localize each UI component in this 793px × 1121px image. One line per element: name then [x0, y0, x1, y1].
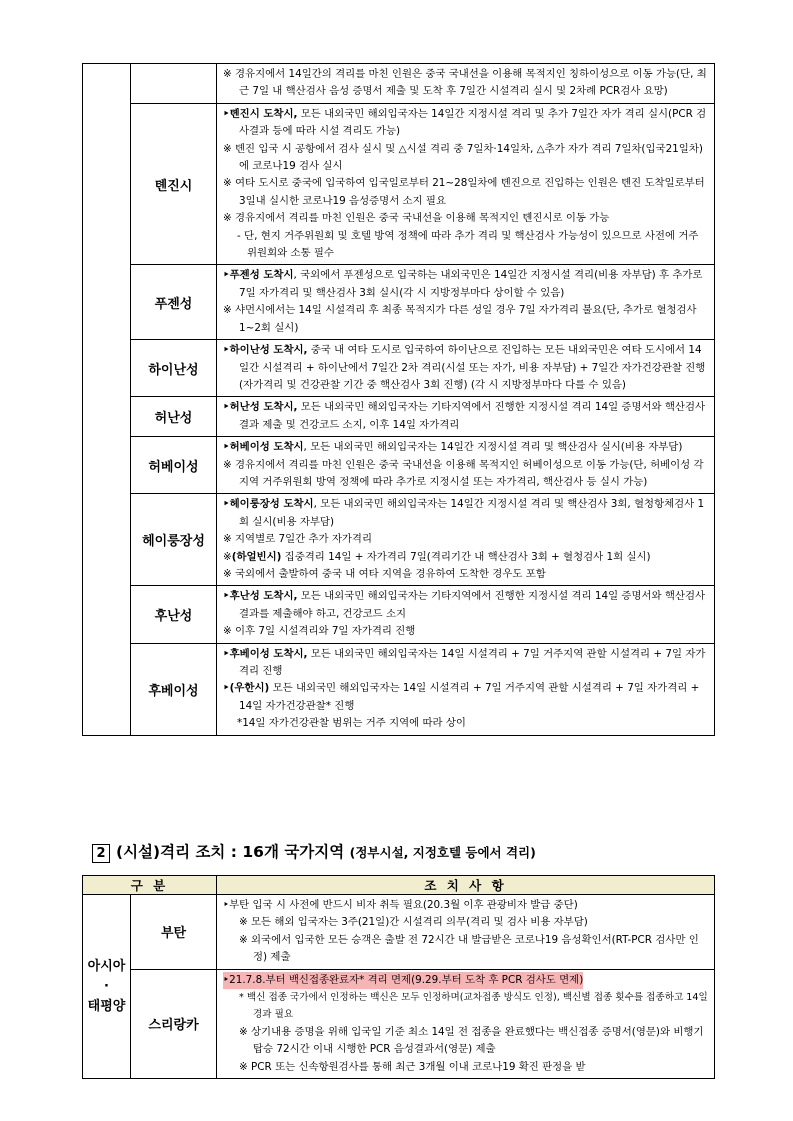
- table-row: [83, 397, 715, 437]
- measure-cell: [217, 397, 715, 437]
- bold-lead: ‣톈진시 도착시,: [223, 107, 298, 120]
- content-line: ※ 경유지에서 격리를 마친 인원은 중국 국내선을 이용해 목적지인 허베이성으로 이동 가능(단, 허베이성 각 지역 거주위원회 방역 정책에 따라 추가로 지정시설 또는 자가격리, 핵산검사 등 실시 가능): [223, 458, 704, 488]
- content-line: ※ 샤먼시에서는 14일 시설격리 후 최종 목적지가 다른 성일 경우 7일 자가격리 불요(단, 추가로 혈청검사 1~2회 실시): [223, 304, 697, 334]
- table-row: [83, 969, 715, 1078]
- table-header-row: [83, 876, 715, 895]
- bold-lead: ‣후베이성 도착시,: [223, 647, 308, 660]
- content-line: ‣톈진시 도착시, 모든 내외국민 해외입국자는 14일간 지정시설 격리 및 추가 7일간 자가 격리 실시(PCR 검사결과 등에 따라 시설 격리도 가능): [223, 107, 707, 138]
- region-cell: 허난성: [131, 397, 217, 437]
- content-line: ※ 국외에서 출발하여 중국 내 여타 지역을 경유하여 도착한 경우도 포함: [223, 567, 546, 580]
- table-row: [83, 437, 715, 494]
- region-cell: 허베이성: [131, 437, 217, 494]
- content-line: ※ 경유지에서 격리를 마친 인원은 중국 국내선을 이용해 목적지인 톈진시로 이동 가능: [223, 212, 610, 225]
- content-line: ‣허베이성 도착시, 모든 내외국민 해외입국자는 14일간 지정시설 격리 및 핵산검사 실시(비용 자부담): [223, 441, 683, 454]
- content-line: ‣헤이룽장성 도착시, 모든 내외국민 해외입국자는 14일간 지정시설 격리 및 핵산검사 3회, 혈청항체검사 1회 실시(비용 자부담): [223, 498, 705, 528]
- section-title: [92, 840, 536, 863]
- content-line: ※ 경유지에서 14일간의 격리를 마친 인원은 중국 국내선을 이용해 목적지인 칭하이성으로 이동 가능(단, 최근 7일 내 핵산검사 음성 증명서 제출 및 도착 후 7일간 시설격리 실시 및 2차례 PCR검사 요망): [223, 68, 707, 98]
- measure-cell: [217, 586, 715, 643]
- content-line: ※(하얼빈시) 집중격리 14일 + 자가격리 7일(격리기간 내 핵산검사 3회 + 혈청검사 1회 실시): [223, 550, 651, 563]
- region-cell: 푸젠성: [131, 265, 217, 340]
- measure-cell: [217, 437, 715, 494]
- content-line: ‣허난성 도착시, 모든 내외국민 해외입국자는 기타지역에서 진행한 지정시설 격리 14일 증명서와 핵산검사 결과 제출 및 건강코드 소지, 이후 14일 자가격리: [223, 401, 706, 431]
- bold-lead: ‣후난성 도착시,: [223, 590, 298, 603]
- content-line: ※ PCR 또는 신속항원검사를 통해 최근 3개월 이내 코로나19 확진 판정을 받: [239, 1060, 586, 1073]
- group-cell: [83, 895, 131, 1079]
- region-cell: 스리랑카: [131, 969, 217, 1078]
- table-row: [83, 494, 715, 586]
- content-line: ※ 지역별로 7일간 추가 자가격리: [223, 533, 372, 546]
- table-row: [83, 64, 715, 104]
- group-label-line: ·: [104, 978, 109, 994]
- content-line: ‣후난성 도착시, 모든 내외국민 해외입국자는 기타지역에서 진행한 지정시설 격리 14일 증명서와 핵산검사 결과를 제출해야 하고, 건강코드 소지: [223, 590, 706, 620]
- bold-lead: ‣허베이성 도착시: [223, 441, 304, 454]
- content-line: ※ 여타 도시로 중국에 입국하여 입국일로부터 21~28일차에 톈진으로 진입하는 인원은 톈진 도착일로부터 3일내 실시한 코로나19 음성증명서 소지 필요: [223, 177, 705, 207]
- region-cell: 헤이룽장성: [131, 494, 217, 586]
- measure-cell: [217, 494, 715, 586]
- region-cell: 후베이성: [131, 643, 217, 735]
- section-title-main: (시설)격리 조치 : 16개 국가지역: [116, 843, 345, 861]
- group-label-line: 태평양: [87, 998, 126, 1014]
- measure-cell: [217, 64, 715, 104]
- table-row: [83, 895, 715, 970]
- table-row: [83, 103, 715, 265]
- section-title-note: (정부시설, 지정호텔 등에서 격리): [349, 845, 536, 860]
- bold-lead: (하얼빈시): [231, 550, 282, 563]
- region-cell: 톈진시: [131, 103, 217, 265]
- content-line: ‣푸젠성 도착시, 국외에서 푸젠성으로 입국하는 내외국민은 14일간 지정시설 격리(비용 자부담) 후 추가로 7일 자가격리 및 핵산검사 3회 실시(각 시 지방정부마다 상이할 수 있음): [223, 269, 703, 299]
- region-cell: [131, 64, 217, 104]
- table-row: [83, 340, 715, 397]
- header-measures: 조 치 사 항: [217, 876, 715, 895]
- header-category: 구 분: [83, 876, 217, 895]
- bold-lead: ‣허난성 도착시,: [223, 401, 298, 414]
- measure-cell: [217, 340, 715, 397]
- content-line: ※ 모든 해외 입국자는 3주(21일)간 시설격리 의무(격리 및 검사 비용 자부담): [239, 916, 588, 929]
- bold-lead: ‣하이난성 도착시,: [223, 344, 308, 357]
- table-row: [83, 586, 715, 643]
- content-line: * 백신 접종 국가에서 인정하는 백신은 모두 인정하며(교차접종 방식도 인정), 백신별 접종 횟수를 접종하고 14일 경과 필요: [239, 992, 708, 1021]
- content-line: ‣후베이성 도착시, 모든 내외국민 해외입국자는 14일 시설격리 + 7일 거주지역 관할 시설격리 + 7일 자가격리 진행: [223, 647, 706, 677]
- table-row: [83, 265, 715, 340]
- content-line: - 단, 현지 거주위원회 및 호텔 방역 정책에 따라 추가 격리 및 핵산검사 가능성이 있으므로 사전에 거주위원회와 소통 필수: [237, 229, 699, 260]
- content-line: *14일 자가건강관찰 범위는 거주 지역에 따라 상이: [237, 717, 466, 730]
- group-label-line: 아시아: [87, 958, 126, 974]
- content-line: ※ 상기내용 증명을 위해 입국일 기준 최소 14일 전 접종을 완료했다는 백신접종 증명서(영문)와 비행기 탑승 72시간 이내 시행한 PCR 음성결과서(영문) 제출: [239, 1025, 704, 1056]
- group-cell: [83, 64, 131, 736]
- content-line: ‣부탄 입국 시 사전에 반드시 비자 취득 필요(20.3월 이후 관광비자 발급 중단): [223, 899, 578, 911]
- content-line: ※ 이후 7일 시설격리와 7일 자가격리 진행: [223, 625, 416, 638]
- table-row: [83, 643, 715, 735]
- highlight-text: ‣21.7.8.부터 백신접종완료자* 격리 면제(9.29.부터 도착 후 PCR 검사도 면제): [223, 972, 583, 989]
- bold-lead: ‣푸젠성 도착시: [223, 269, 294, 282]
- content-line: ※ 톈진 입국 시 공항에서 검사 실시 및 △시설 격리 중 7일차·14일차, △추가 자가 격리 7일차(입국21일차)에 코로나19 검사 실시: [223, 142, 703, 173]
- bold-lead: ‣(우한시): [223, 682, 270, 695]
- content-line: ‣(우한시) 모든 내외국민 해외입국자는 14일 시설격리 + 7일 거주지역 관할 시설격리 + 7일 자가격리 + 14일 자가건강관찰* 진행: [223, 682, 700, 712]
- bold-lead: ‣헤이룽장성 도착시: [223, 498, 314, 511]
- region-cell: 부탄: [131, 895, 217, 970]
- measure-cell: [217, 643, 715, 735]
- content-line: ※ 외국에서 입국한 모든 승객은 출발 전 72시간 내 발급받은 코로나19 음성확인서(RT-PCR 검사만 인정) 제출: [239, 933, 699, 964]
- measure-cell: [217, 103, 715, 265]
- section-number-box: 2: [92, 844, 110, 863]
- content-line: ‣하이난성 도착시, 중국 내 여타 도시로 입국하여 하이난으로 진입하는 모든 내외국민은 여타 도시에서 14일간 시설격리 + 하이난에서 7일간 2차 격리(시설 또는 자가, 비용 자부담) + 7일간 자가건강관찰 진행 (자가격리 및 건강관찰 기간 중 핵산검사 3회 진행) (각 시 지방정부마다 다를 수 있음): [223, 344, 706, 391]
- region-cell: 후난성: [131, 586, 217, 643]
- china-province-table: [82, 63, 715, 736]
- measure-cell: [217, 265, 715, 340]
- measure-cell: [217, 895, 715, 970]
- region-cell: 하이난성: [131, 340, 217, 397]
- measure-cell: [217, 969, 715, 1078]
- facility-quarantine-table: [82, 875, 715, 1079]
- highlight-line: [223, 972, 708, 989]
